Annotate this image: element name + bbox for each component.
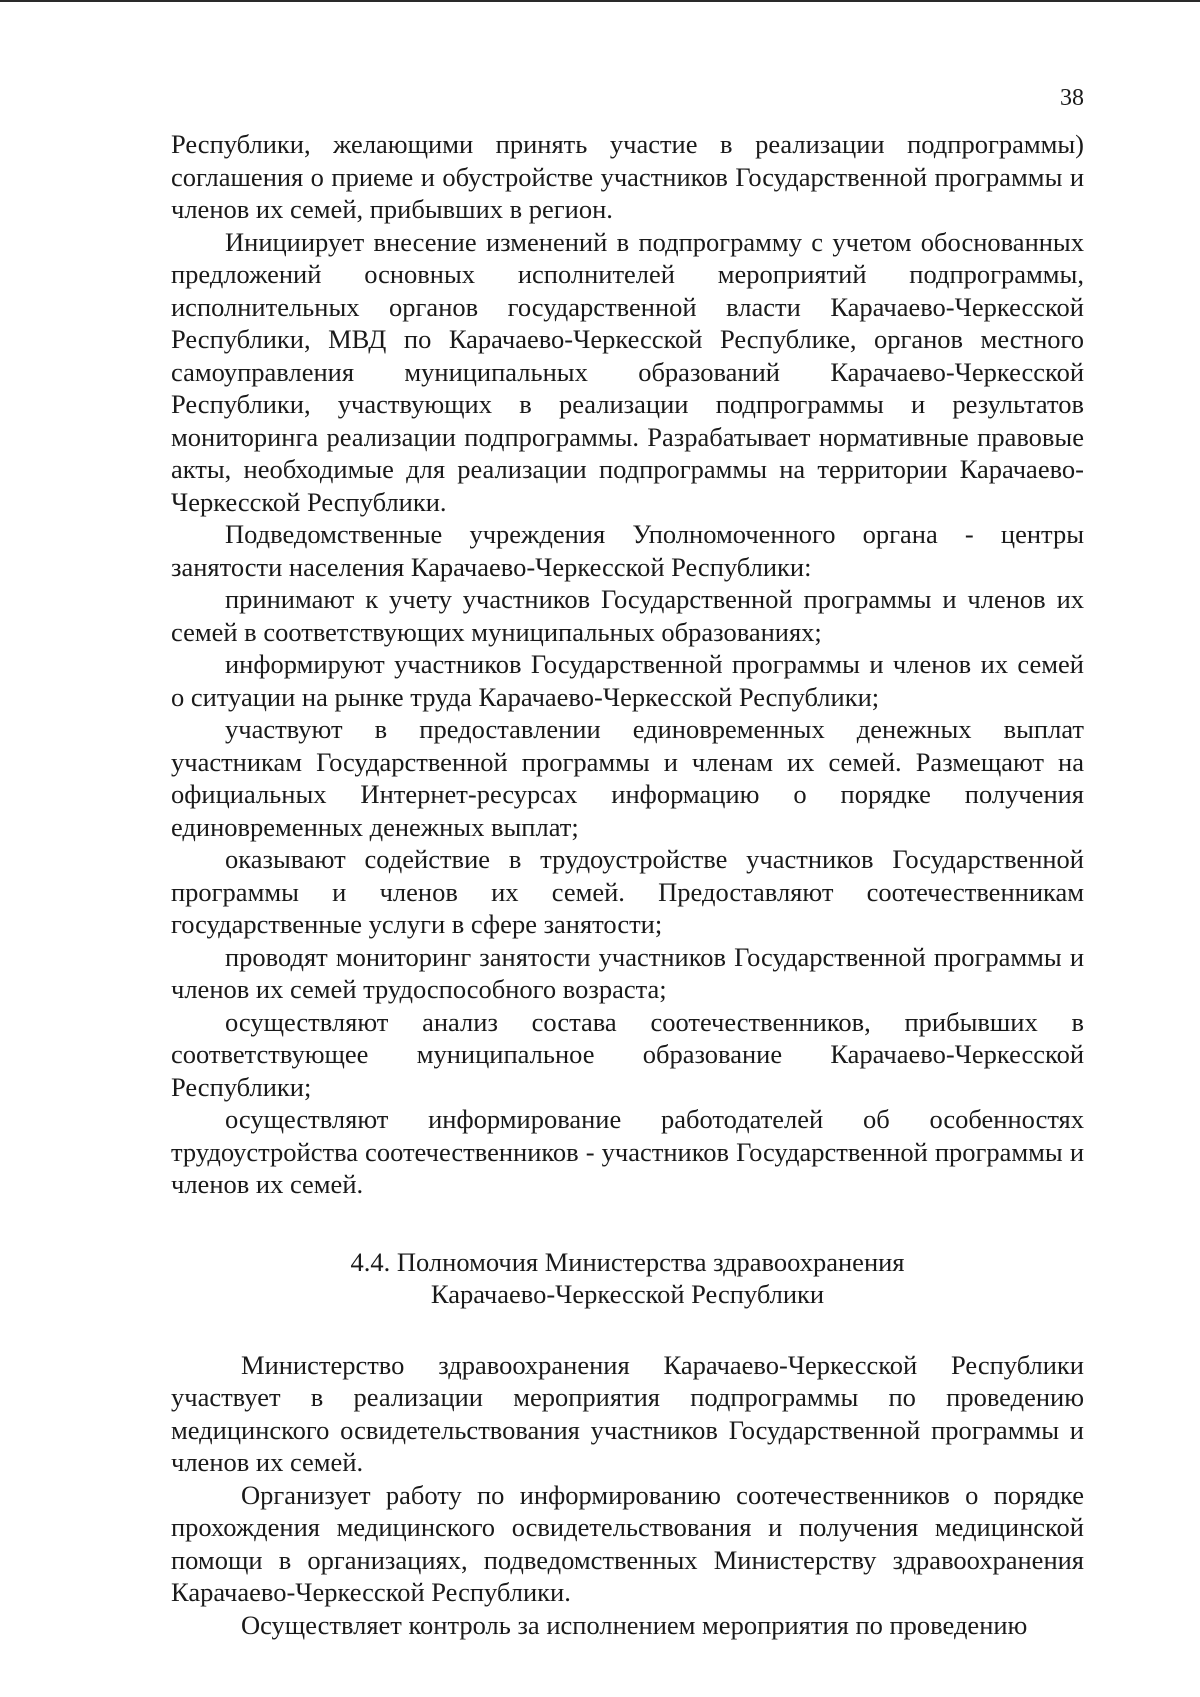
paragraph: Инициирует внесение изменений в подпрограмму с учетом обоснованных предложений основных исполнителей мероприятий подпрограммы, исполнительных органов государственной власти Карачаево-Черкесской Республики, МВД по Карачаево-Черкесской Республике, органов местного самоуправления муниципальных образований Карачаево-Черкесской Республики, участвующих в реализации подпрограммы и результатов мониторинга реализации подпрограммы. Разрабатывает нормативные правовые акты, необходимые для реализации подпрограммы на территории Карачаево-Черкесской Республики. [171,226,1084,517]
section-heading-line-1: 4.4. Полномочия Министерства здравоохранения [350,1246,905,1277]
list-item-paragraph: проводят мониторинг занятости участников Государственной программы и членов их семей трудоспособного возраста; [171,941,1084,1004]
paragraph: Подведомственные учреждения Уполномоченного органа - центры занятости населения Карачаево-Черкесской Республики: [171,519,1084,582]
list-item-paragraph: участвуют в предоставлении единовременных денежных выплат участникам Государственной программы и членам их семей. Размещают на официальных Интернет-ресурсах информацию о порядке получения единовременных денежных выплат; [171,714,1084,842]
list-item-paragraph: осуществляют информирование работодателей об особенностях трудоустройства соотечественников - участников Государственной программы и членов их семей. [171,1104,1084,1199]
top-border-line [0,0,1200,2]
page-number: 38 [1060,85,1084,111]
section-heading-line-2: Карачаево-Черкесской Республики [430,1279,825,1309]
list-item-paragraph: принимают к учету участников Государственной программы и членов их семей в соответствующих муниципальных образованиях; [171,584,1084,647]
section-heading [171,1246,1084,1311]
list-item-paragraph: информируют участников Государственной программы и членов их семей о ситуации на рынке труда Карачаево-Черкесской Республики; [171,649,1084,712]
page-body [171,128,1084,1641]
list-item-paragraph: осуществляют анализ состава соотечественников, прибывших в соответствующее муниципальное образование Карачаево-Черкесской Республики; [171,1006,1084,1102]
paragraph: Республики, желающими принять участие в реализации подпрограммы) соглашения о приеме и обустройстве участников Государственной программы и членов их семей, прибывших в регион. [171,129,1084,224]
paragraph: Осуществляет контроль за исполнением мероприятия по проведению [241,1609,1028,1640]
list-item-paragraph: оказывают содействие в трудоустройстве участников Государственной программы и членов их семей. Предоставляют соотечественникам государственные услуги в сфере занятости; [171,844,1084,939]
paragraph: Министерство здравоохранения Карачаево-Черкесской Республики участвует в реализации мероприятия подпрограммы по проведению медицинского освидетельствования участников Государственной программы и членов их семей. [171,1349,1084,1477]
paragraph: Организует работу по информированию соотечественников о порядке прохождения медицинского освидетельствования и получения медицинской помощи в организациях, подведомственных Министерству здравоохранения Карачаево-Черкесской Республики. [171,1479,1084,1607]
